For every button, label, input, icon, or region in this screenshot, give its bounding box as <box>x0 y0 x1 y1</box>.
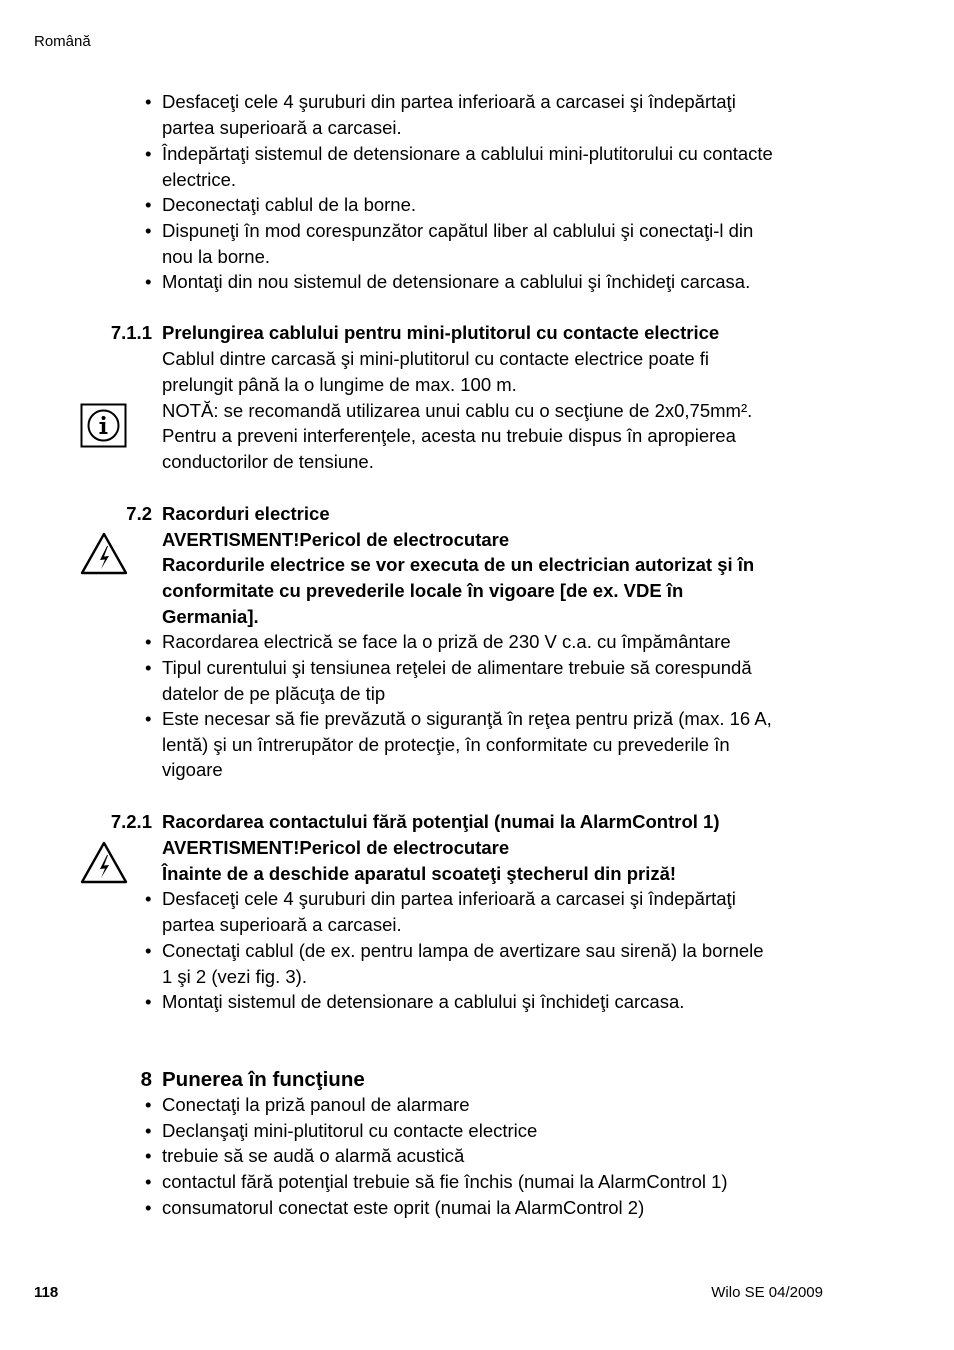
electric-hazard-icon <box>80 840 128 885</box>
list-item-line: Conectaţi la priză panoul de alarmare <box>162 1094 470 1115</box>
list-item-line: 1 şi 2 (vezi fig. 3). <box>162 965 307 987</box>
list-item-line: partea superioară a carcasei. <box>162 913 402 935</box>
list-item <box>145 938 845 989</box>
list-item-line: consumatorul conectat este oprit (numai la AlarmControl 2) <box>162 1197 645 1218</box>
section-title: Punerea în funcţiune <box>162 1068 365 1091</box>
list-item-line: Tipul curentului şi tensiunea reţelei de alimentare trebuie să corespundă <box>162 657 752 678</box>
list-item <box>145 1195 845 1221</box>
list-item-line: Deconectaţi cablul de la borne. <box>162 194 417 215</box>
section-number: 7.2 <box>126 503 152 524</box>
list-item <box>145 886 845 937</box>
note-line: conductorilor de tensiune. <box>162 451 374 472</box>
note-line: Pentru a preveni interferenţele, acesta nu trebuie dispus în apropierea <box>162 425 736 446</box>
list-item-line: nou la borne. <box>162 245 271 267</box>
list-item <box>145 1092 845 1118</box>
warning-title: AVERTISMENT!Pericol de electrocutare <box>162 837 510 858</box>
list-item-line: Este necesar să fie prevăzută o siguranţă în reţea pentru priză (max. 16 A, <box>162 708 772 729</box>
language-label: Română <box>34 33 91 50</box>
list-item <box>145 629 845 655</box>
bullet-marker: • <box>145 1145 152 1166</box>
list-item <box>145 218 845 269</box>
list-item-line: datelor de pe plăcuţa de tip <box>162 682 386 704</box>
list-item <box>145 192 845 218</box>
list-item <box>145 989 845 1015</box>
section-title: Racorduri electrice <box>162 503 330 524</box>
list-item-line: Desfaceţi cele 4 şuruburi din partea inferioară a carcasei şi îndepărtaţi <box>162 888 736 909</box>
list-item-line: Montaţi sistemul de detensionare a cablului şi închideţi carcasa. <box>162 991 685 1012</box>
bullet-marker: • <box>145 1120 152 1141</box>
section-number: 7.1.1 <box>110 322 152 343</box>
list-item-line: Montaţi din nou sistemul de detensionare a cablului şi închideţi carcasa. <box>162 271 751 292</box>
list-item-line: Declanşaţi mini-plutitorul cu contacte electrice <box>162 1120 538 1141</box>
bullet-marker: • <box>145 1171 152 1192</box>
page-number: 118 <box>34 1284 59 1301</box>
list-item-line: Racordarea electrică se face la o priză de 230 V c.a. cu împământare <box>162 631 731 652</box>
list-item <box>145 655 845 706</box>
list-item <box>145 706 845 783</box>
paragraph-line: prelungit până la o lungime de max. 100 m. <box>162 374 517 395</box>
bullet-marker: • <box>145 631 152 652</box>
list-item-line: partea superioară a carcasei. <box>162 116 402 138</box>
note-line: NOTĂ: se recomandă utilizarea unui cablu cu o secţiune de 2x0,75mm². <box>162 400 753 421</box>
bullet-marker: • <box>145 194 152 215</box>
list-item <box>145 89 845 140</box>
warning-line: Racordurile electrice se vor executa de un electrician autorizat şi în <box>162 554 755 575</box>
bullet-marker: • <box>145 991 152 1012</box>
list-item <box>145 1169 845 1195</box>
list-item <box>145 1143 845 1169</box>
list-item-line: electrice. <box>162 168 237 190</box>
info-note-icon <box>80 403 128 449</box>
bullet-marker: • <box>145 91 152 112</box>
warning-title: AVERTISMENT!Pericol de electrocutare <box>162 529 510 550</box>
list-item <box>145 269 845 295</box>
list-item-line: contactul fără potenţial trebuie să fie închis (numai la AlarmControl 1) <box>162 1171 728 1192</box>
list-item-line: trebuie să se audă o alarmă acustică <box>162 1145 465 1166</box>
electric-hazard-icon <box>80 531 128 576</box>
bullet-marker: • <box>145 1094 152 1115</box>
list-item-line: Conectaţi cablul (de ex. pentru lampa de avertizare sau sirenă) la bornele <box>162 940 764 961</box>
list-item-line: Îndepărtaţi sistemul de detensionare a cablului mini-plutitorului cu contacte <box>162 143 773 164</box>
section-number: 8 <box>140 1068 152 1091</box>
list-item <box>145 1118 845 1144</box>
list-item-line: Dispuneţi în mod corespunzător capătul liber al cablului şi conectaţi-l din <box>162 220 754 241</box>
warning-line: Înainte de a deschide aparatul scoateţi ştecherul din priză! <box>162 863 677 884</box>
warning-line: Germania]. <box>162 606 259 627</box>
section-title: Prelungirea cablului pentru mini-plutitorul cu contacte electrice <box>162 322 720 343</box>
paragraph-line: Cablul dintre carcasă şi mini-plutitorul cu contacte electrice poate fi <box>162 348 710 369</box>
bullet-marker: • <box>145 1197 152 1218</box>
warning-line: conformitate cu prevederile locale în vigoare [de ex. VDE în <box>162 580 684 601</box>
footer-publisher: Wilo SE 04/2009 <box>711 1284 823 1301</box>
list-item-line: lentă) şi un întrerupător de protecţie, în conformitate cu prevederile în <box>162 733 730 755</box>
section-title: Racordarea contactului fără potenţial (numai la AlarmControl 1) <box>162 811 720 832</box>
bullet-marker: • <box>145 888 152 909</box>
list-item <box>145 141 845 192</box>
section-number: 7.2.1 <box>110 811 152 832</box>
bullet-marker: • <box>145 271 152 292</box>
bullet-marker: • <box>145 940 152 961</box>
list-item-line: vigoare <box>162 759 223 781</box>
bullet-marker: • <box>145 143 152 164</box>
bullet-marker: • <box>145 220 152 241</box>
bullet-marker: • <box>145 657 152 678</box>
bullet-marker: • <box>145 708 152 729</box>
list-item-line: Desfaceţi cele 4 şuruburi din partea inferioară a carcasei şi îndepărtaţi <box>162 91 736 112</box>
